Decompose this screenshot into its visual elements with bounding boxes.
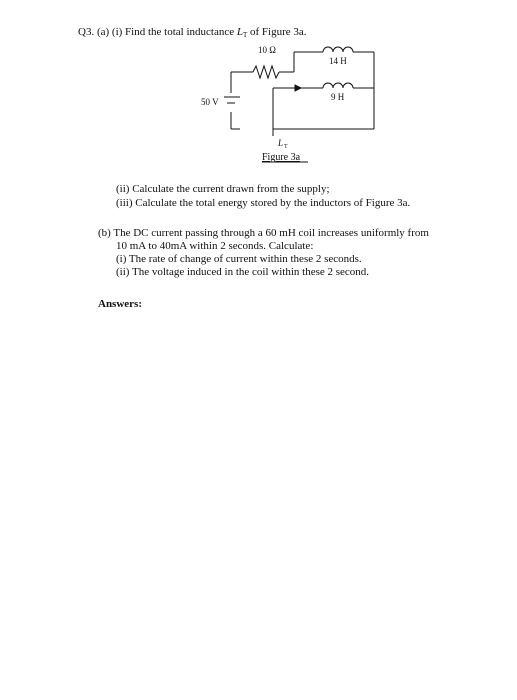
- resistor: [253, 66, 279, 78]
- source-label: 50 V: [201, 97, 219, 107]
- lt-symbol: L: [236, 26, 243, 38]
- question-b-line1: (b) The DC current passing through a 60 mH coil increases uniformly from: [98, 227, 429, 239]
- resistor-label: 10 Ω: [258, 45, 276, 55]
- question-b-i: (i) The rate of change of current within these 2 seconds.: [116, 253, 362, 265]
- inductor-14h-label: 14 H: [329, 56, 347, 66]
- figure-caption: Figure 3a: [262, 152, 301, 163]
- question-a-iii: (iii) Calculate the total energy stored by the inductors of Figure 3a.: [116, 197, 411, 209]
- inductor-14h: [323, 47, 353, 52]
- question-a-i-prefix: Q3. (a) (i) Find the total inductance: [78, 26, 237, 38]
- lt-subscript: T: [242, 31, 248, 39]
- arrow-head: [295, 85, 301, 91]
- inductor-9h-label: 9 H: [331, 92, 345, 102]
- figure-lt-sub: T: [284, 144, 288, 150]
- answers-heading: Answers:: [98, 298, 142, 310]
- question-b-line2: 10 mA to 40mA within 2 seconds. Calculate:: [116, 240, 314, 252]
- inductor-9h: [323, 83, 353, 88]
- figure-lt-symbol: L: [278, 138, 284, 148]
- question-b-ii: (ii) The voltage induced in the coil within these 2 second.: [116, 266, 370, 278]
- question-a-i-suffix: of Figure 3a.: [247, 26, 307, 38]
- question-a-ii: (ii) Calculate the current drawn from the supply;: [116, 183, 330, 195]
